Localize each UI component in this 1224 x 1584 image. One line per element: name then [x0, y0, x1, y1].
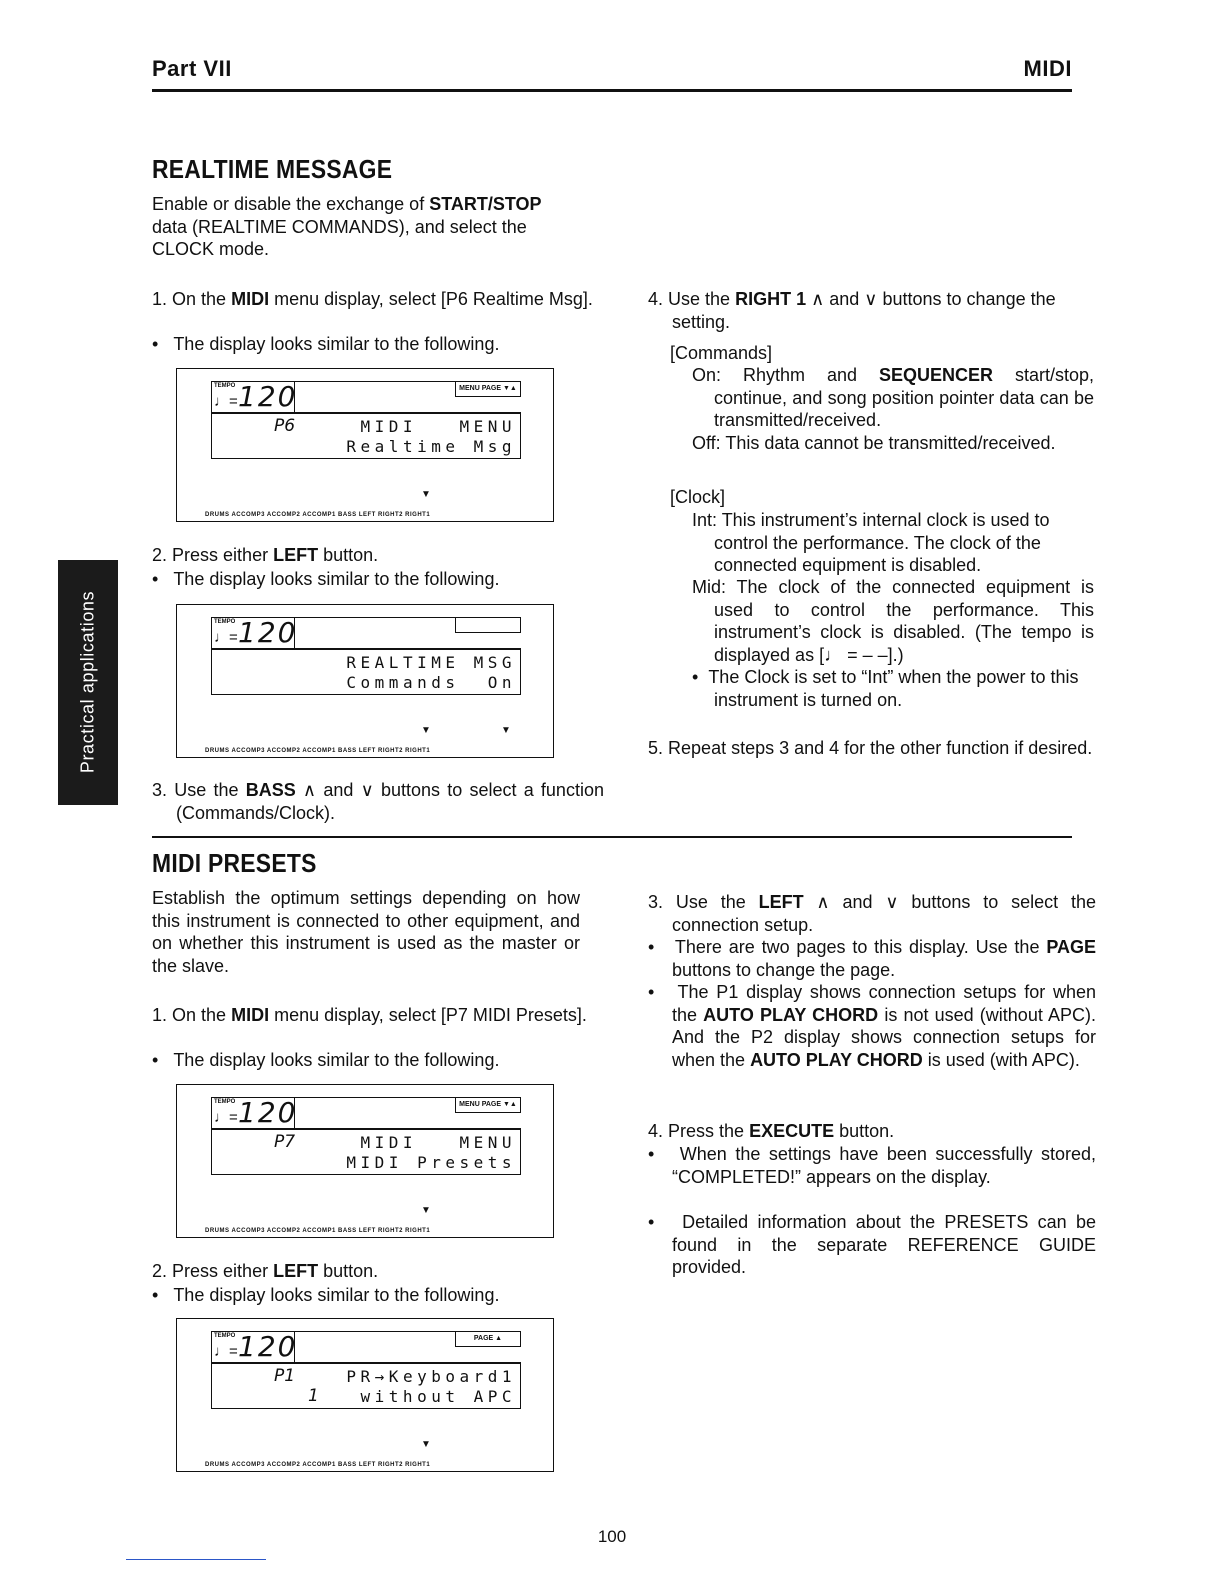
clock-label: [Clock]	[670, 487, 726, 507]
side-tab-label: Practical applications	[77, 590, 98, 774]
lcd-screen: P7 MIDI MENU MIDI Presets	[211, 1129, 521, 1175]
presets-step4: 4. Press the EXECUTE button.	[648, 1121, 895, 1141]
commands-label: [Commands]	[670, 343, 773, 363]
clock-bullet: • The Clock is set to “Int” when the power to this instrument is turned on.	[692, 667, 1079, 710]
presets-intro: Establish the optimum settings depending on how this instrument is connected to other equipment, and on whether this instrument is used as the master or the slave.	[152, 888, 580, 976]
presets-detail-bullet: • Detailed information about the PRESETS can be found in the separate REFERENCE GUIDE provided.	[648, 1212, 1096, 1278]
tempo-box: TEMPO ♩= 120	[211, 381, 295, 413]
lcd-display-p6	[176, 368, 554, 522]
realtime-step3: 3. Use the BASS ∧ and ∨ buttons to select a function (Commands/Clock).	[152, 780, 604, 823]
down-arrow-icon: ▼	[421, 1439, 431, 1450]
presets-pages-bullet: • There are two pages to this display. Use the PAGE buttons to change the page.	[648, 937, 1096, 980]
page-indicator	[455, 617, 521, 633]
presets-step2: 2. Press either LEFT button.	[152, 1261, 379, 1281]
part-label: Part VII	[152, 56, 232, 81]
realtime-step2-bullet: • The display looks similar to the following.	[152, 569, 500, 589]
realtime-intro: Enable or disable the exchange of START/STOP data (REALTIME COMMANDS), and select the CLOCK mode.	[152, 194, 542, 260]
presets-step1-bullet: • The display looks similar to the following.	[152, 1050, 500, 1070]
commands-off: Off: This data cannot be transmitted/received.	[692, 433, 1056, 453]
realtime-step1-bullet: • The display looks similar to the following.	[152, 334, 500, 354]
presets-p1-bullet: • The P1 display shows connection setups for when the AUTO PLAY CHORD is not used (without APC). And the P2 display shows connection setups for when the AUTO PLAY CHORD is used (with APC).	[648, 982, 1096, 1070]
down-arrow-icon: ▼	[421, 725, 431, 736]
section-label: MIDI	[1023, 56, 1072, 81]
down-arrow-icon: ▼	[421, 489, 431, 500]
footer-line	[126, 1559, 266, 1560]
lcd-button-labels: DRUMS ACCOMP3 ACCOMP2 ACCOMP1 BASS LEFT RIGHT2 RIGHT1	[205, 1462, 431, 1468]
presets-step2-bullet: • The display looks similar to the following.	[152, 1285, 500, 1305]
realtime-step5: 5. Repeat steps 3 and 4 for the other function if desired.	[648, 738, 1093, 758]
lcd-display-realtime	[176, 604, 554, 758]
header-rule	[152, 89, 1072, 92]
tempo-box: TEMPO ♩= 120	[211, 617, 295, 649]
realtime-step1: 1. On the MIDI menu display, select [P6 Realtime Msg].	[152, 289, 593, 309]
commands-on: On: Rhythm and SEQUENCER start/stop, continue, and song position pointer data can be transmitted/received.	[692, 365, 1094, 431]
realtime-step4: 4. Use the RIGHT 1 ∧ and ∨ buttons to change the setting.	[648, 289, 1056, 332]
tempo-box: TEMPO ♩= 120	[211, 1331, 295, 1363]
presets-completed-bullet: • When the settings have been successfully stored, “COMPLETED!” appears on the display.	[648, 1144, 1096, 1187]
page-number: 100	[597, 1527, 627, 1546]
lcd-button-labels: DRUMS ACCOMP3 ACCOMP2 ACCOMP1 BASS LEFT RIGHT2 RIGHT1	[205, 512, 431, 518]
presets-step1: 1. On the MIDI menu display, select [P7 MIDI Presets].	[152, 1005, 587, 1025]
tempo-box: TEMPO ♩= 120	[211, 1097, 295, 1129]
presets-title: MIDI PRESETS	[152, 848, 317, 878]
section-divider	[152, 836, 1072, 838]
down-arrow-icon: ▼	[421, 1205, 431, 1216]
lcd-button-labels: DRUMS ACCOMP3 ACCOMP2 ACCOMP1 BASS LEFT RIGHT2 RIGHT1	[205, 748, 431, 754]
lcd-screen: REALTIME MSG Commands On	[211, 649, 521, 695]
page-indicator: MENU PAGE ▼▲	[455, 381, 521, 397]
realtime-title: REALTIME MESSAGE	[152, 154, 393, 184]
lcd-screen: P6 MIDI MENU Realtime Msg	[211, 413, 521, 459]
page-indicator: MENU PAGE ▼▲	[455, 1097, 521, 1113]
realtime-step2: 2. Press either LEFT button.	[152, 545, 379, 565]
presets-step3: 3. Use the LEFT ∧ and ∨ buttons to select the connection setup.	[648, 892, 1096, 935]
lcd-display-p7	[176, 1084, 554, 1238]
page-indicator: PAGE ▲	[455, 1331, 521, 1347]
lcd-button-labels: DRUMS ACCOMP3 ACCOMP2 ACCOMP1 BASS LEFT RIGHT2 RIGHT1	[205, 1228, 431, 1234]
down-arrow-icon: ▼	[501, 725, 511, 736]
lcd-display-p1	[176, 1318, 554, 1472]
side-tab	[58, 560, 118, 805]
clock-int: Int: This instrument’s internal clock is used to control the performance. The clock of the connected equipment is disabled.	[692, 510, 1050, 576]
lcd-screen: P1 1 PR→Keyboard1 without APC	[211, 1363, 521, 1409]
clock-mid: Mid: The clock of the connected equipment is used to control the performance. This instrument’s clock is disabled. (The tempo is displayed as [♩ = – –].)	[692, 577, 1094, 665]
